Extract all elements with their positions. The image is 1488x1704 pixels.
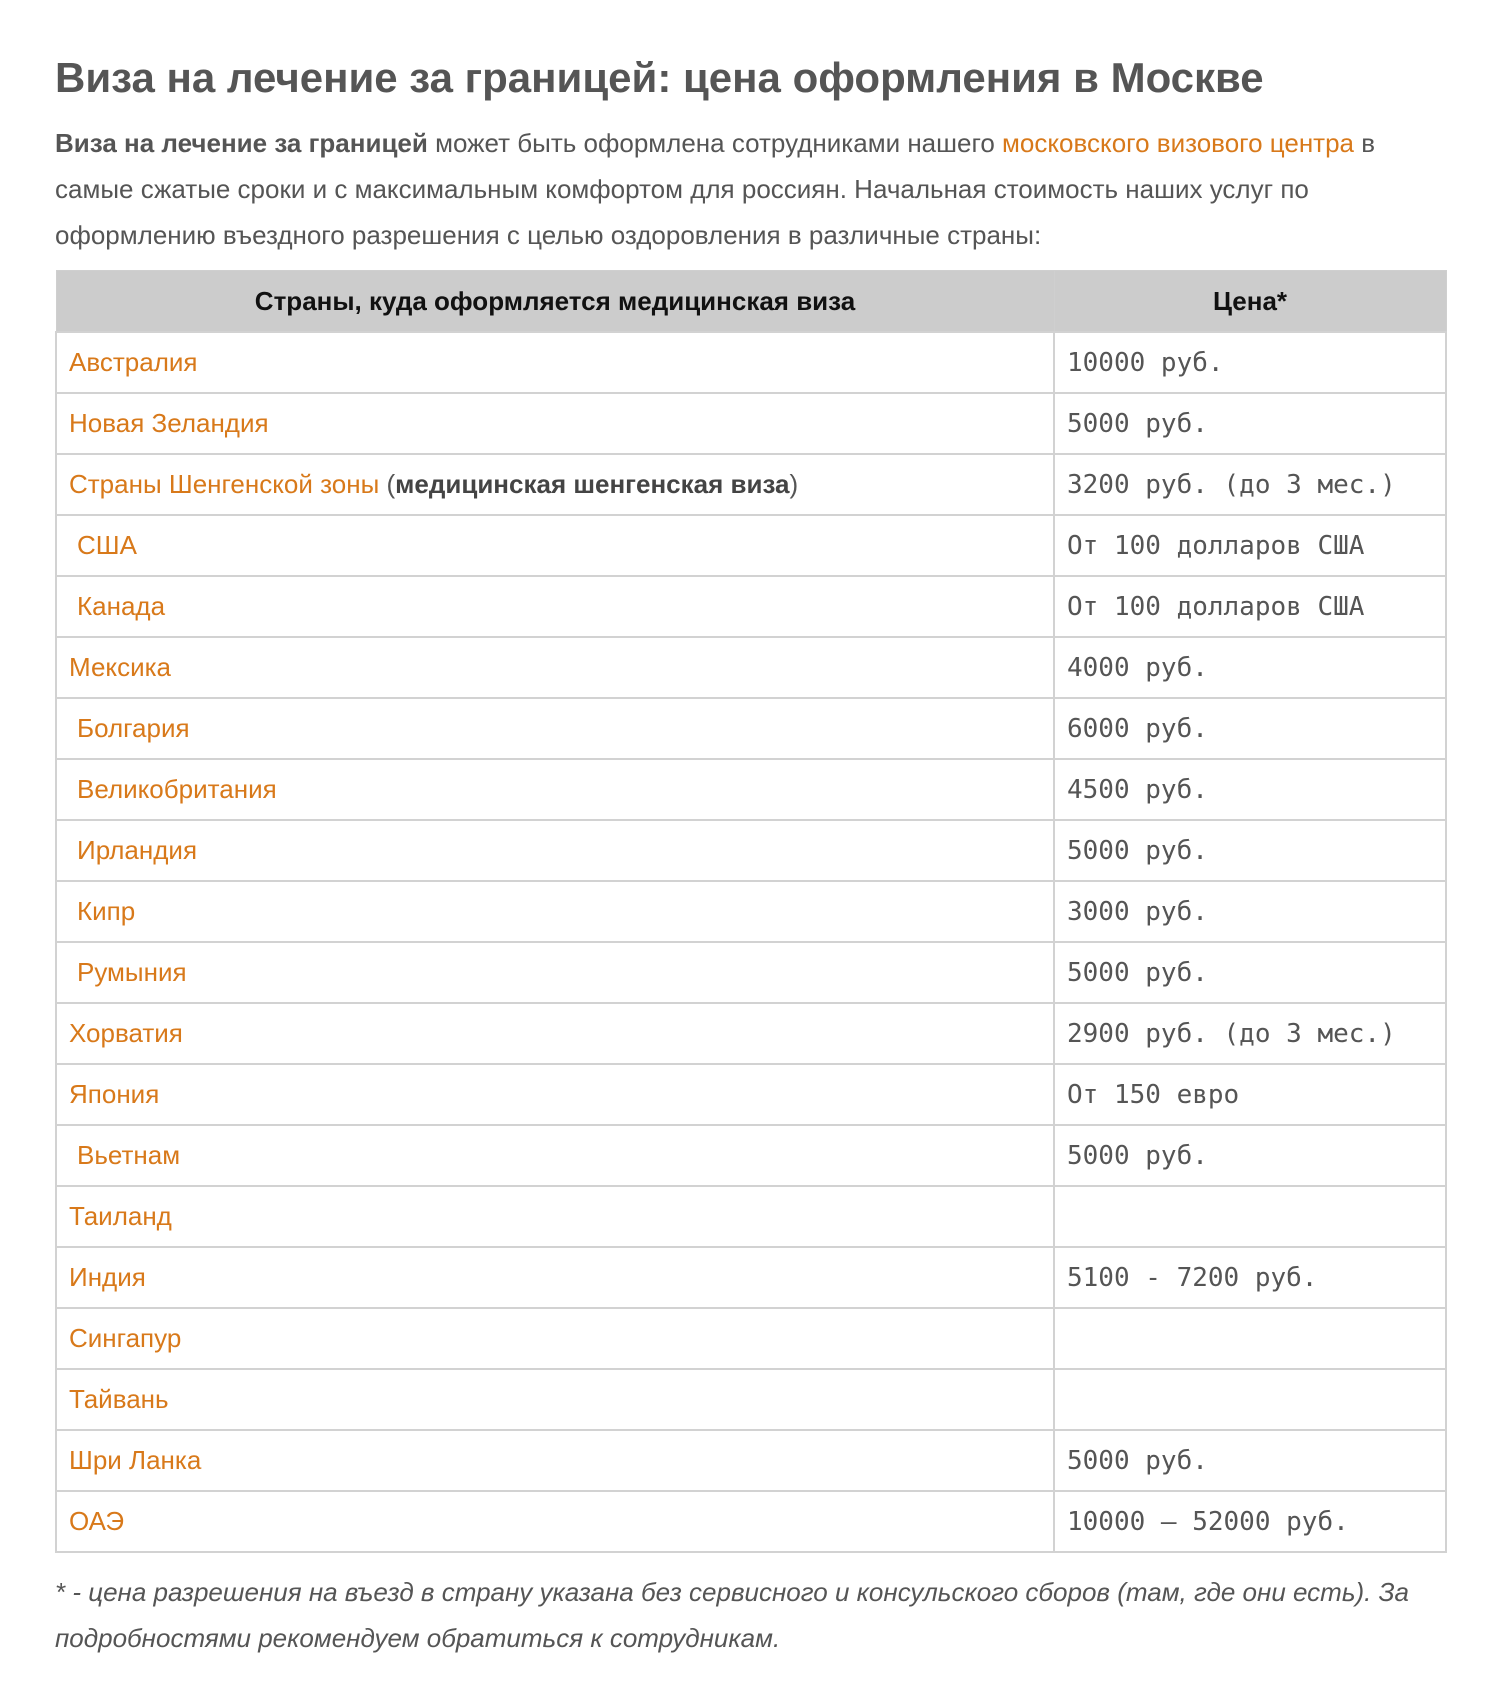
price-cell: 10000 – 52000 руб. [1054,1491,1446,1552]
intro-paragraph [55,120,1445,258]
price-cell: 5000 руб. [1054,1125,1446,1186]
country-link[interactable]: Великобритания [56,759,1054,820]
table-row [56,1003,1446,1064]
note-close-paren: ) [789,469,799,499]
table-row [56,1369,1446,1430]
table-row [56,820,1446,881]
price-cell: 5000 руб. [1054,393,1446,454]
country-link[interactable]: Тайвань [56,1369,1054,1430]
table-row [56,759,1446,820]
country-link[interactable]: Страны Шенгенской зоны [69,469,380,499]
table-row [56,942,1446,1003]
country-cell [56,454,1054,515]
intro-bold: Виза на лечение за границей [55,128,428,158]
country-link[interactable]: Япония [56,1064,1054,1125]
price-cell [1054,1186,1446,1247]
table-header-row [56,271,1446,333]
price-table [55,270,1447,1553]
country-link[interactable]: Болгария [56,698,1054,759]
price-cell: 2900 руб. (до 3 мес.) [1054,1003,1446,1064]
price-cell: 10000 руб. [1054,332,1446,393]
table-row [56,1491,1446,1552]
table-row [56,881,1446,942]
table-row [56,637,1446,698]
table-row [56,1430,1446,1491]
country-link[interactable]: Шри Ланка [56,1430,1054,1491]
country-link[interactable]: Вьетнам [56,1125,1054,1186]
note-open-paren: ( [379,469,396,499]
price-cell: 5000 руб. [1054,1430,1446,1491]
price-cell: 5000 руб. [1054,942,1446,1003]
price-cell [1054,1308,1446,1369]
country-link[interactable]: Румыния [56,942,1054,1003]
price-cell: 3200 руб. (до 3 мес.) [1054,454,1446,515]
intro-text-2: в самые сжатые сроки и с максимальным комфортом для россиян. Начальная стоимость наших услуг по оформлению въездного разрешения с целью оздоровления в различные страны: [55,128,1376,250]
price-cell: 6000 руб. [1054,698,1446,759]
price-cell [1054,1369,1446,1430]
price-cell: 4500 руб. [1054,759,1446,820]
visa-center-link[interactable]: московского визового центра [1002,128,1354,158]
footnote: * - цена разрешения на въезд в страну указана без сервисного и консульского сборов (там, где они есть). За подробностями рекомендуем обратиться к сотрудникам. [55,1577,1410,1653]
price-cell: 5000 руб. [1054,820,1446,881]
price-cell: 5100 - 7200 руб. [1054,1247,1446,1308]
country-link[interactable]: Хорватия [56,1003,1054,1064]
table-row [56,332,1446,393]
price-cell: От 150 евро [1054,1064,1446,1125]
intro-text-1: может быть оформлена сотрудниками нашего [427,128,1003,158]
table-row [56,1247,1446,1308]
country-link[interactable]: США [56,515,1054,576]
country-link[interactable]: Кипр [56,881,1054,942]
country-link[interactable]: Австралия [56,332,1054,393]
column-header-countries: Страны, куда оформляется медицинская виза [56,271,1054,333]
country-link[interactable]: Мексика [56,637,1054,698]
table-row [56,576,1446,637]
column-header-price: Цена* [1054,271,1446,333]
table-row [56,1308,1446,1369]
country-link[interactable]: Канада [56,576,1054,637]
table-row [56,1064,1446,1125]
table-row [56,1125,1446,1186]
country-link[interactable]: ОАЭ [56,1491,1054,1552]
price-cell: 4000 руб. [1054,637,1446,698]
country-link[interactable]: Ирландия [56,820,1054,881]
table-row [56,1186,1446,1247]
table-row [56,515,1446,576]
country-link[interactable]: Таиланд [56,1186,1054,1247]
table-row [56,454,1446,515]
table-row [56,698,1446,759]
price-cell: От 100 долларов США [1054,515,1446,576]
country-note: медицинская шенгенская виза [395,469,790,499]
table-row [56,393,1446,454]
price-cell: 3000 руб. [1054,881,1446,942]
page-title: Виза на лечение за границей: цена оформления в Москве [55,54,1264,101]
price-cell: От 100 долларов США [1054,576,1446,637]
country-link[interactable]: Индия [56,1247,1054,1308]
country-link[interactable]: Новая Зеландия [56,393,1054,454]
country-link[interactable]: Сингапур [56,1308,1054,1369]
